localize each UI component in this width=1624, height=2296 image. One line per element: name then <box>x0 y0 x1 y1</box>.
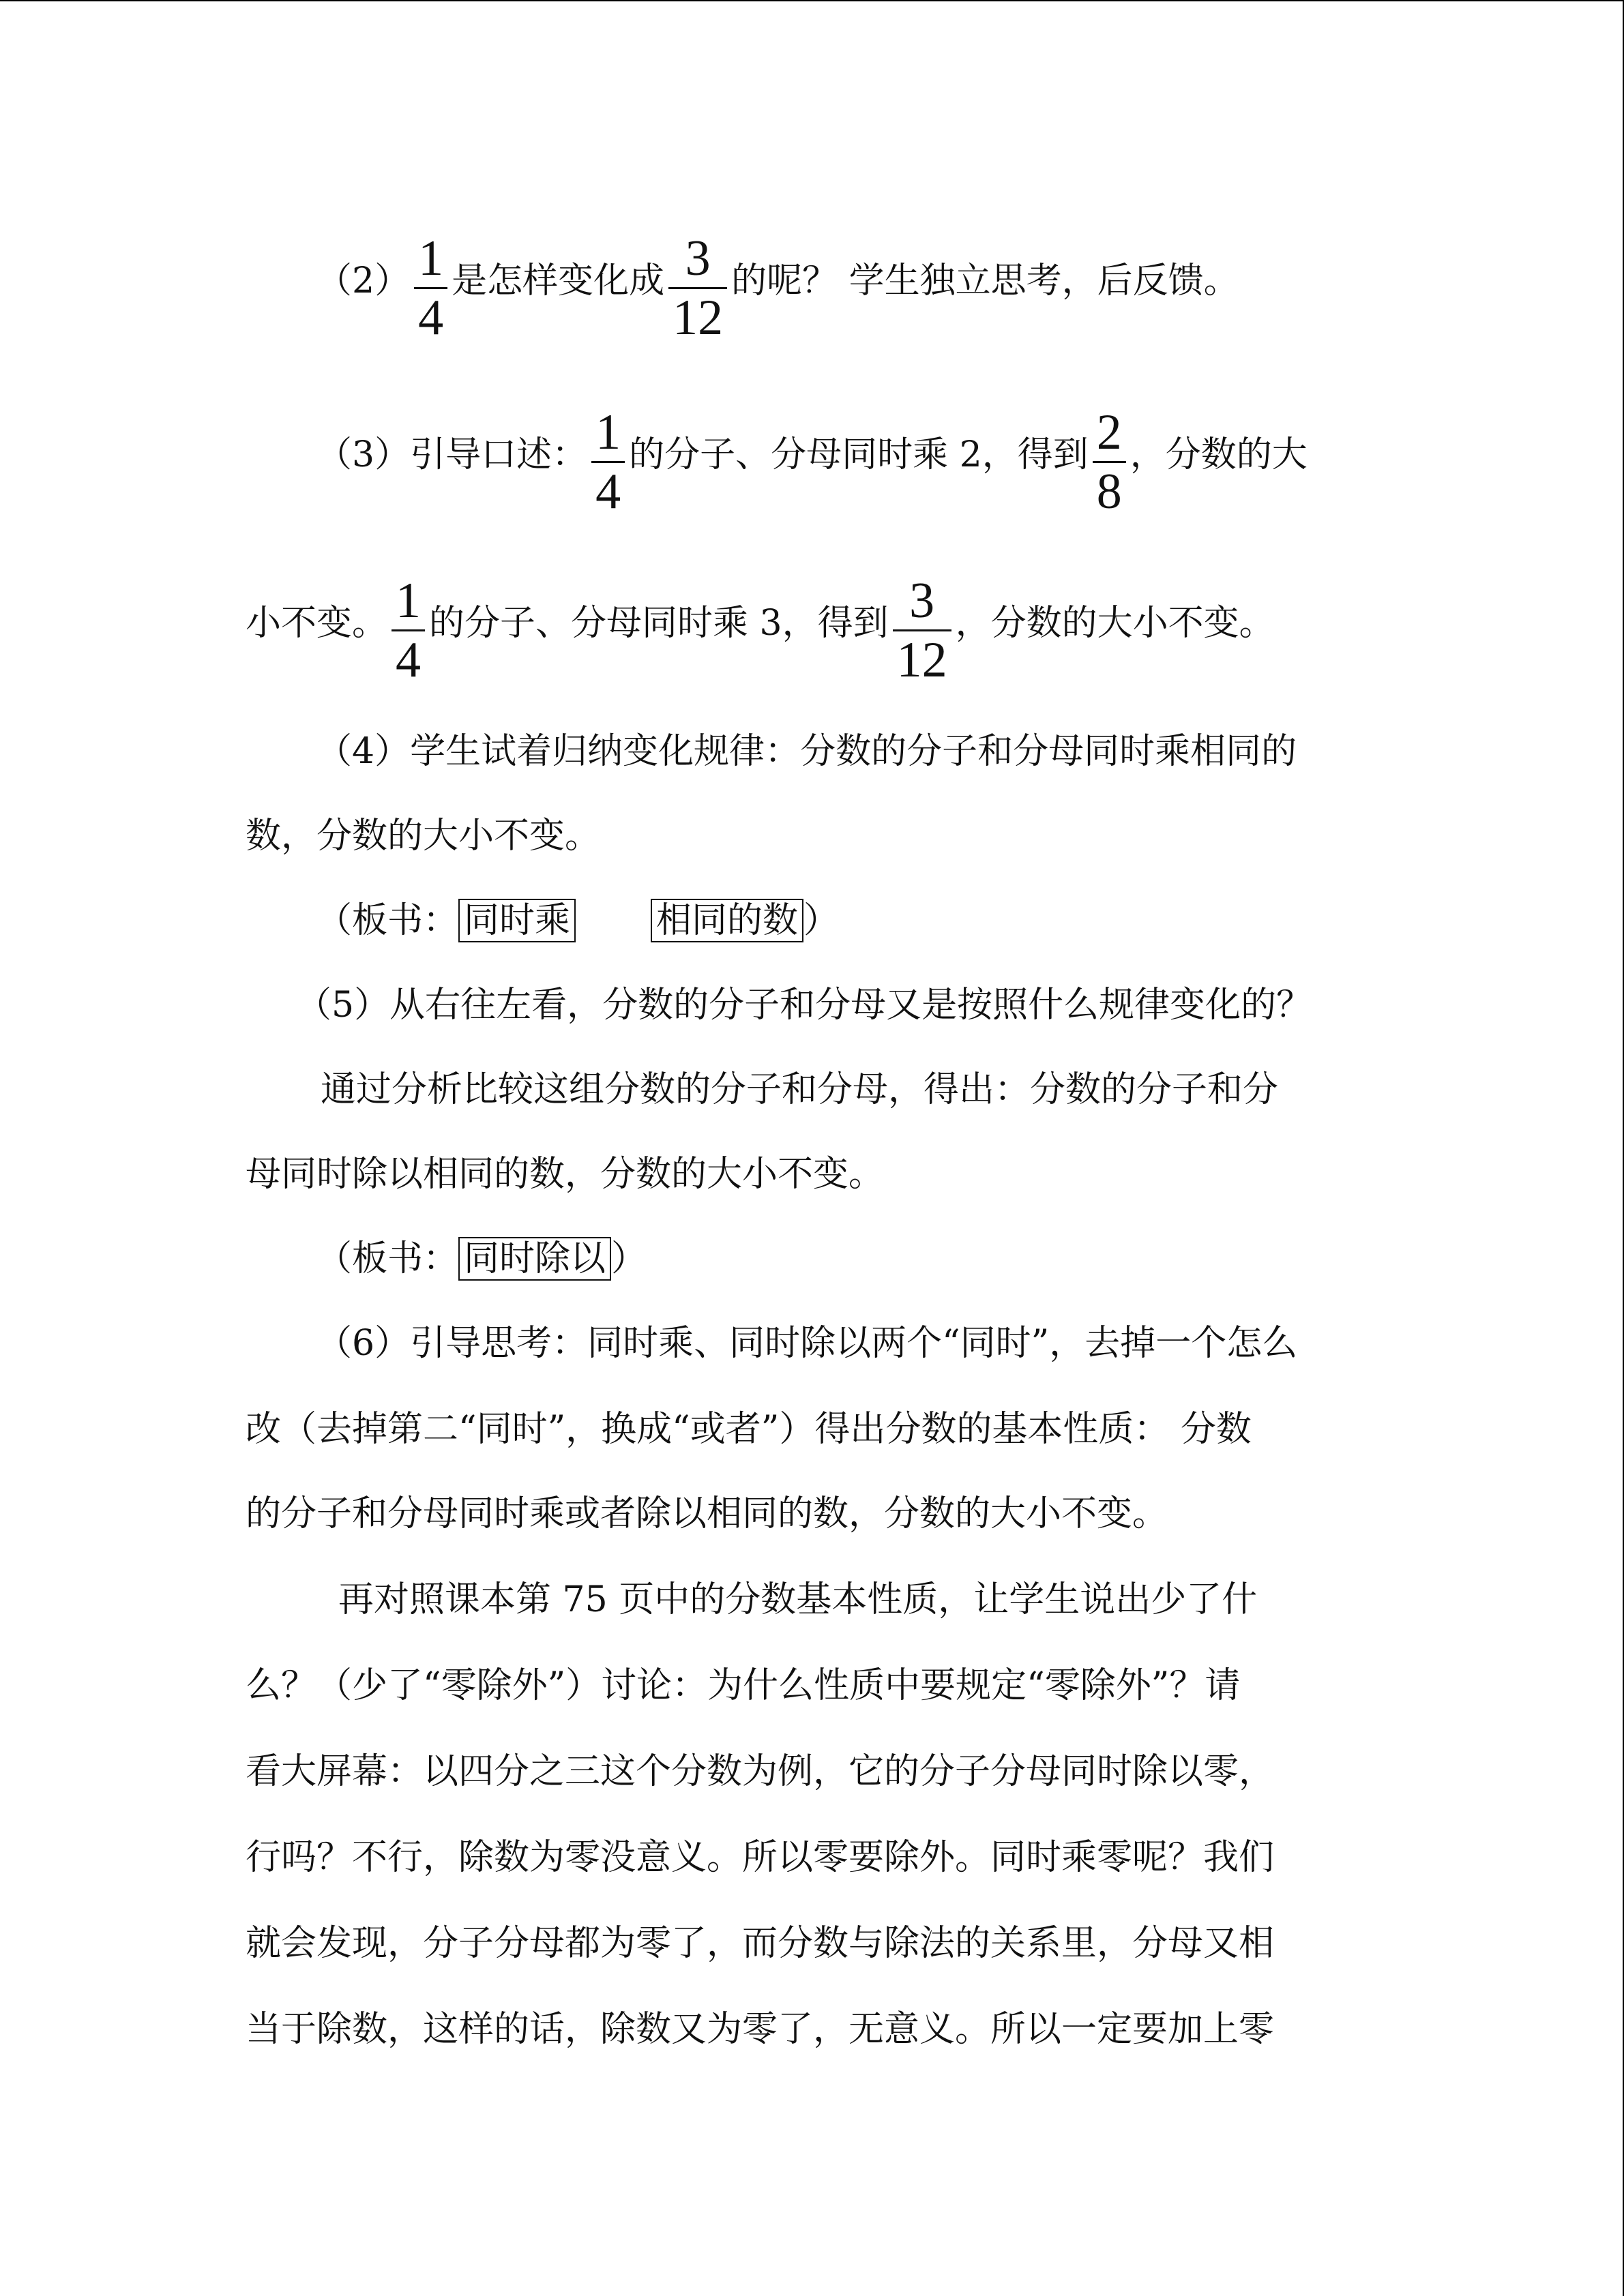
paragraph-7e <box>246 1922 1274 1965</box>
paragraph-7c <box>246 1750 1274 1793</box>
paragraph-6b <box>246 1407 1252 1451</box>
text: （2） <box>316 260 411 301</box>
text: 的分子、分母同时乘 3，得到 <box>429 603 889 644</box>
board-note-1 <box>316 899 839 942</box>
paragraph-5a <box>321 1068 1278 1112</box>
text: （板书： <box>316 900 459 941</box>
fraction <box>1093 404 1126 520</box>
text: 再对照课本第 75 页中的分数基本性质，让学生说出少了什 <box>338 1579 1258 1620</box>
text: ，分数的大 <box>1130 434 1308 475</box>
denominator: 8 <box>1096 463 1122 520</box>
text: ） <box>611 1238 647 1279</box>
text: 通过分析比较这组分数的分子和分母，得出：分数的分子和分 <box>321 1069 1279 1110</box>
boxed-term: 相同的数 <box>651 899 803 942</box>
text: 改（去掉第二“同时”，换成“或者”）得出分数的基本性质： 分数 <box>246 1409 1252 1450</box>
denominator: 12 <box>896 631 947 688</box>
boxed-term: 同时乘 <box>458 899 576 942</box>
text: （6）引导思考：同时乘、同时除以两个“同时”，去掉一个怎么 <box>316 1323 1298 1364</box>
text: （3）引导口述： <box>316 434 588 475</box>
text: 母同时除以相同的数，分数的大小不变。 <box>246 1154 885 1195</box>
paragraph-5 <box>296 983 1312 1027</box>
text: 的分子和分母同时乘或者除以相同的数，分数的大小不变。 <box>246 1493 1168 1534</box>
denominator: 4 <box>595 463 621 520</box>
paragraph-3b <box>246 572 1275 688</box>
numerator: 1 <box>396 572 422 629</box>
fraction <box>893 572 951 689</box>
fraction <box>414 230 447 346</box>
fraction <box>591 404 625 520</box>
text: 当于除数，这样的话，除数又为零了，无意义。所以一定要加上零 <box>246 2009 1275 2050</box>
fraction <box>668 230 727 346</box>
numerator: 1 <box>418 230 444 286</box>
paragraph-3a <box>316 404 1308 520</box>
text: 小不变。 <box>246 603 388 644</box>
fraction <box>392 572 425 689</box>
board-note-2 <box>316 1237 647 1281</box>
text: 行吗？不行，除数为零没意义。所以零要除外。同时乘零呢？我们 <box>246 1837 1275 1878</box>
text: 数，分数的大小不变。 <box>246 816 601 856</box>
text: （5）从右往左看，分数的分子和分母又是按照什么规律变化的？ <box>296 985 1312 1026</box>
text: 就会发现，分子分母都为零了，而分数与除法的关系里，分母又相 <box>246 1923 1275 1964</box>
text: 的分子、分母同时乘 2，得到 <box>629 434 1089 475</box>
text: （4）学生试着归纳变化规律：分数的分子和分母同时乘相同的 <box>316 731 1297 772</box>
text: （板书： <box>316 1238 459 1279</box>
text: ） <box>803 900 840 941</box>
numerator: 3 <box>909 572 935 629</box>
text: 的呢？ 学生独立思考，后反馈。 <box>731 260 1239 301</box>
paragraph-7d <box>246 1836 1274 1879</box>
paragraph-6a <box>316 1322 1297 1365</box>
text: ，分数的大小不变。 <box>955 603 1275 644</box>
paragraph-7f <box>246 2008 1274 2051</box>
text: 看大屏幕：以四分之三这个分数为例，它的分子分母同时除以零， <box>246 1751 1275 1792</box>
paragraph-4b <box>246 814 600 858</box>
paragraph-5b <box>246 1152 884 1196</box>
paragraph-6c <box>246 1492 1168 1536</box>
denominator: 12 <box>673 289 724 346</box>
numerator: 2 <box>1096 404 1122 460</box>
paragraph-4a <box>316 730 1297 773</box>
paragraph-2 <box>316 230 1239 346</box>
numerator: 1 <box>595 404 621 460</box>
text: 是怎样变化成 <box>452 260 665 301</box>
paragraph-7b <box>246 1664 1240 1708</box>
boxed-term: 同时除以 <box>458 1237 611 1281</box>
paragraph-7a <box>338 1578 1257 1622</box>
numerator: 3 <box>685 230 711 286</box>
denominator: 4 <box>396 631 422 688</box>
denominator: 4 <box>418 289 444 346</box>
text: 么？（少了“零除外”）讨论：为什么性质中要规定“零除外”？请 <box>246 1665 1241 1706</box>
